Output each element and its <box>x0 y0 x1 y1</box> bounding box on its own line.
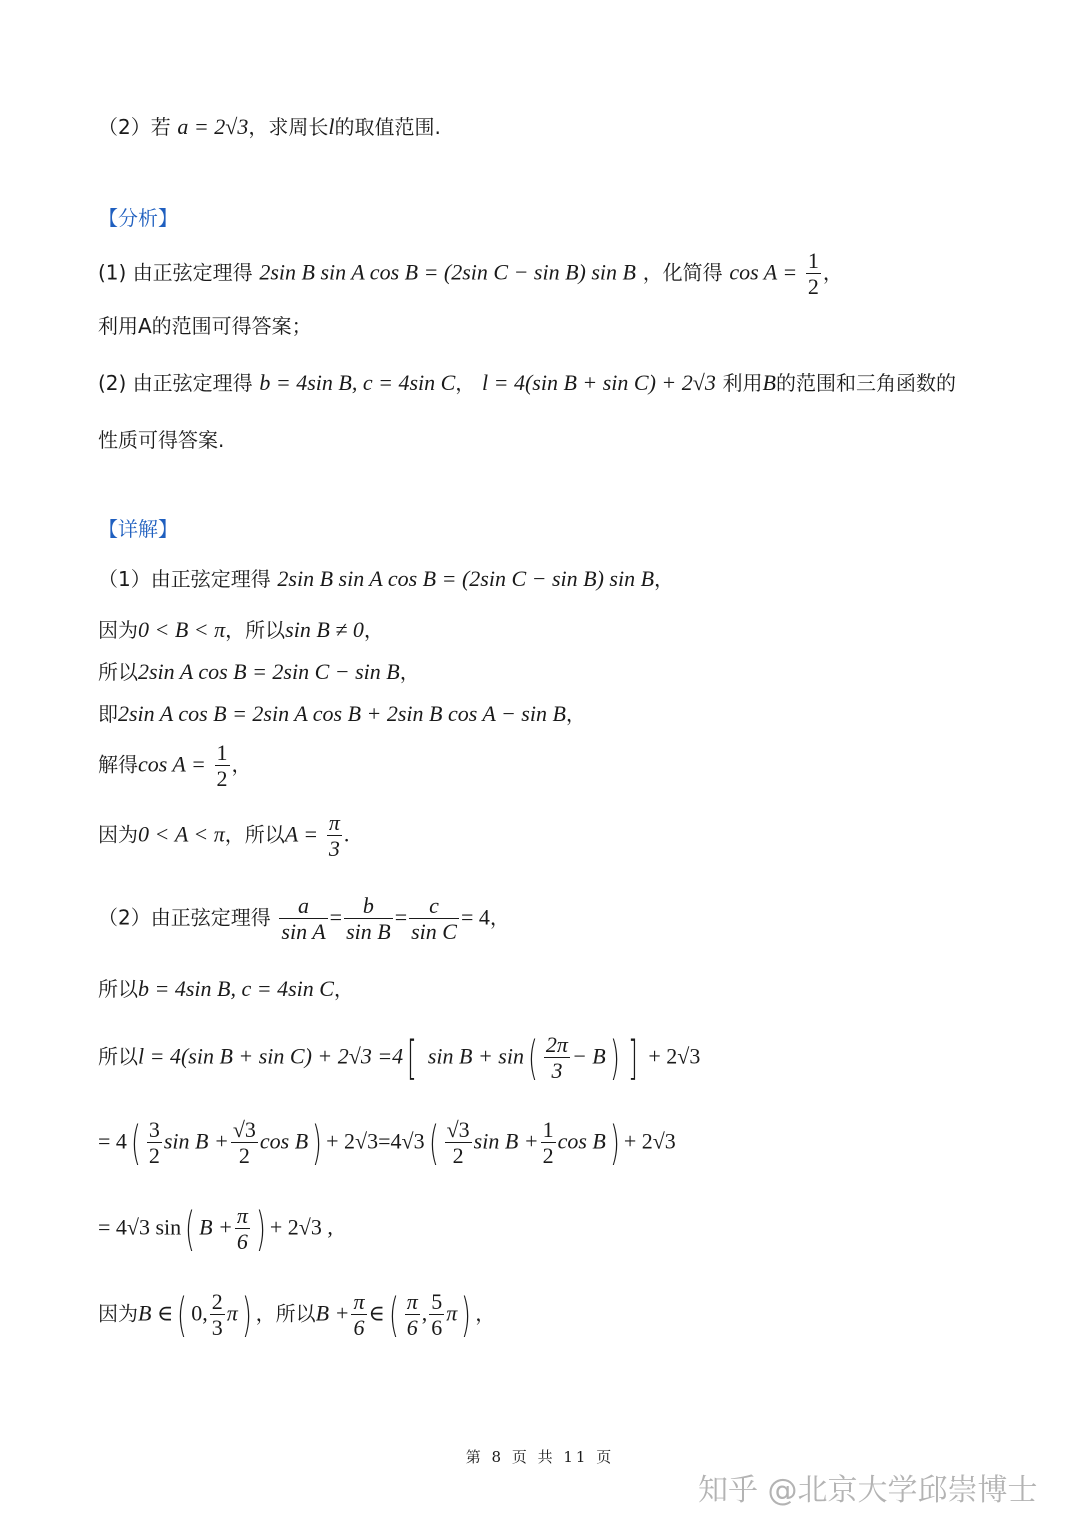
solution-line-10: = 4( $\frac{3}{2}$ sin B + $\frac{√3}{2}$ cos B) + 2√3=4√3( $\frac{√3}{2}$ sin B + $\frac{1}{2}$ cos B) + 2√3 <box>98 1115 676 1170</box>
fraction: $\frac{√3}{2}$ <box>232 1117 256 1169</box>
fraction: $\frac{2\pi}{3}$ <box>545 1032 568 1084</box>
fraction: $\frac{√3}{2}$ <box>446 1117 470 1169</box>
watermark: 知乎 @北京大学邱崇博士 <box>698 1473 1038 1508</box>
solution-line-11: = 4√3 sin( B + $\frac{\pi}{6}$ ) + 2√3 , <box>98 1201 333 1256</box>
fraction: $\frac{\pi}{6}$ <box>236 1203 248 1255</box>
fraction: $\frac{2}{3}$ <box>211 1289 223 1341</box>
fraction: $\frac{5}{6}$ <box>431 1289 443 1341</box>
question-2: （2）若 a = 2√3，求周长l的取值范围. <box>98 114 441 139</box>
fraction: $\frac{c}{\text{sin C}}$ <box>411 893 457 945</box>
fraction: $\frac{\pi}{6}$ <box>353 1289 365 1341</box>
fraction: $\frac{1}{2}$ <box>807 248 819 300</box>
analysis-heading: 【分析】 <box>98 206 178 230</box>
solution-line-7: （2）由正弦定理得 $\frac{a}{\text{sin A}}$ = $\frac{b}{\text{sin B}}$ = $\frac{c}{\text{sin C}}$ = 4， <box>98 893 510 945</box>
fraction: $\frac{1}{2}$ <box>216 740 228 792</box>
solution-line-8: 所以b = 4sin B, c = 4sin C， <box>98 976 354 1001</box>
analysis-line-2b: 性质可得答案. <box>98 428 225 452</box>
solution-line-3: 所以2sin A cos B = 2sin C − sin B， <box>98 659 420 684</box>
solution-line-4: 即2sin A cos B = 2sin A cos B + 2sin B cos A − sin B， <box>98 701 586 726</box>
analysis-line-1: (1) 由正弦定理得 2sin B sin A cos B = (2sin C − sin B) sin B ，化简得 cos A = $\frac{1}{2}$ ， <box>98 248 843 300</box>
solution-heading: 【详解】 <box>98 517 178 541</box>
solution-line-1: （1）由正弦定理得 2sin B sin A cos B = (2sin C − sin B) sin B， <box>98 566 675 591</box>
solution-line-6: 因为0 < A < π，所以A = $\frac{\pi}{3}$ . <box>98 810 350 862</box>
fraction: $\frac{b}{\text{sin B}}$ <box>346 893 391 945</box>
fraction: $\frac{1}{2}$ <box>542 1117 554 1169</box>
analysis-line-1b: 利用A的范围可得答案； <box>98 314 312 338</box>
solution-line-12: 因为B ∈( 0, $\frac{2}{3}$ π) ，所以B + $\frac{\pi}{6}$ ∈( $\frac{\pi}{6}$ , $\frac{5}{6}$ π) ， <box>98 1287 496 1342</box>
solution-line-5: 解得cos A = $\frac{1}{2}$ ， <box>98 740 252 792</box>
fraction: $\frac{a}{\text{sin A}}$ <box>281 893 326 945</box>
solution-line-9: 所以l = 4(sin B + sin C) + 2√3 =4[ sin B + sin( $\frac{2\pi}{3}$ − B) ] + 2√3 <box>98 1030 701 1085</box>
page-footer: 第 8 页 共 11 页 <box>465 1448 615 1466</box>
fraction: $\frac{3}{2}$ <box>148 1117 160 1169</box>
fraction: $\frac{\pi}{3}$ <box>328 810 340 862</box>
solution-line-2: 因为0 < B < π，所以sin B ≠ 0， <box>98 617 384 642</box>
fraction: $\frac{\pi}{6}$ <box>406 1289 418 1341</box>
analysis-line-2: (2) 由正弦定理得 b = 4sin B, c = 4sin C， l = 4(sin B + sin C) + 2√3 利用B的范围和三角函数的 <box>98 370 956 395</box>
